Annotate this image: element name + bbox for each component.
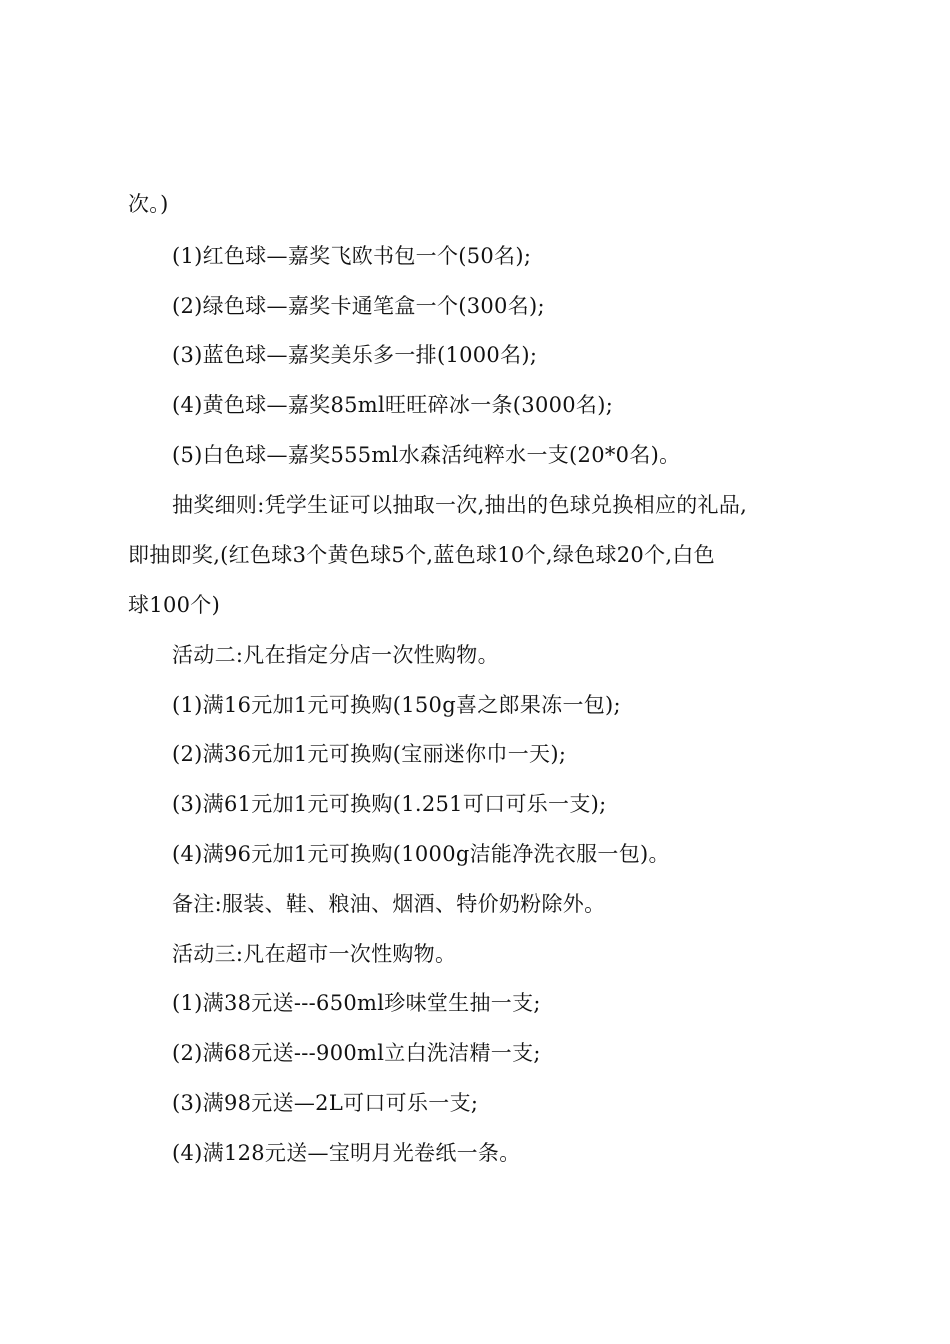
text-line: (4)满96元加1元可换购(1000g洁能净洗衣服一包)。 [172, 842, 670, 866]
text-line: (4)满128元送—宝明月光卷纸一条。 [172, 1141, 521, 1165]
text-line: (2)满68元送---900ml立白洗洁精一支; [172, 1041, 541, 1065]
text-line: (1)满38元送---650ml珍味堂生抽一支; [172, 991, 541, 1015]
text-line: 即抽即奖,(红色球3个黄色球5个,蓝色球10个,绿色球20个,白色 [128, 543, 715, 567]
text-line: 抽奖细则:凭学生证可以抽取一次,抽出的色球兑换相应的礼品, [172, 493, 748, 517]
text-line: (1)红色球—嘉奖飞欧书包一个(50名); [172, 244, 532, 268]
section-heading: 活动二:凡在指定分店一次性购物。 [172, 643, 499, 667]
text-line: (3)满61元加1元可换购(1.251可口可乐一支); [172, 792, 607, 816]
text-line: (4)黄色球—嘉奖85ml旺旺碎冰一条(3000名); [172, 393, 614, 417]
text-line: (1)满16元加1元可换购(150g喜之郎果冻一包); [172, 693, 621, 717]
text-line: (2)满36元加1元可换购(宝丽迷你巾一天); [172, 742, 567, 766]
text-line: (5)白色球—嘉奖555ml水森活纯粹水一支(20*0名)。 [172, 443, 681, 467]
text-line: 次。) [128, 192, 169, 216]
note-line: 备注:服装、鞋、粮油、烟酒、特价奶粉除外。 [172, 892, 606, 916]
text-line: (2)绿色球—嘉奖卡通笔盒一个(300名); [172, 294, 545, 318]
text-line: 球100个) [128, 593, 221, 617]
text-line: (3)满98元送—2L可口可乐一支; [172, 1091, 479, 1115]
text-line: (3)蓝色球—嘉奖美乐多一排(1000名); [172, 343, 538, 367]
section-heading: 活动三:凡在超市一次性购物。 [172, 942, 457, 966]
